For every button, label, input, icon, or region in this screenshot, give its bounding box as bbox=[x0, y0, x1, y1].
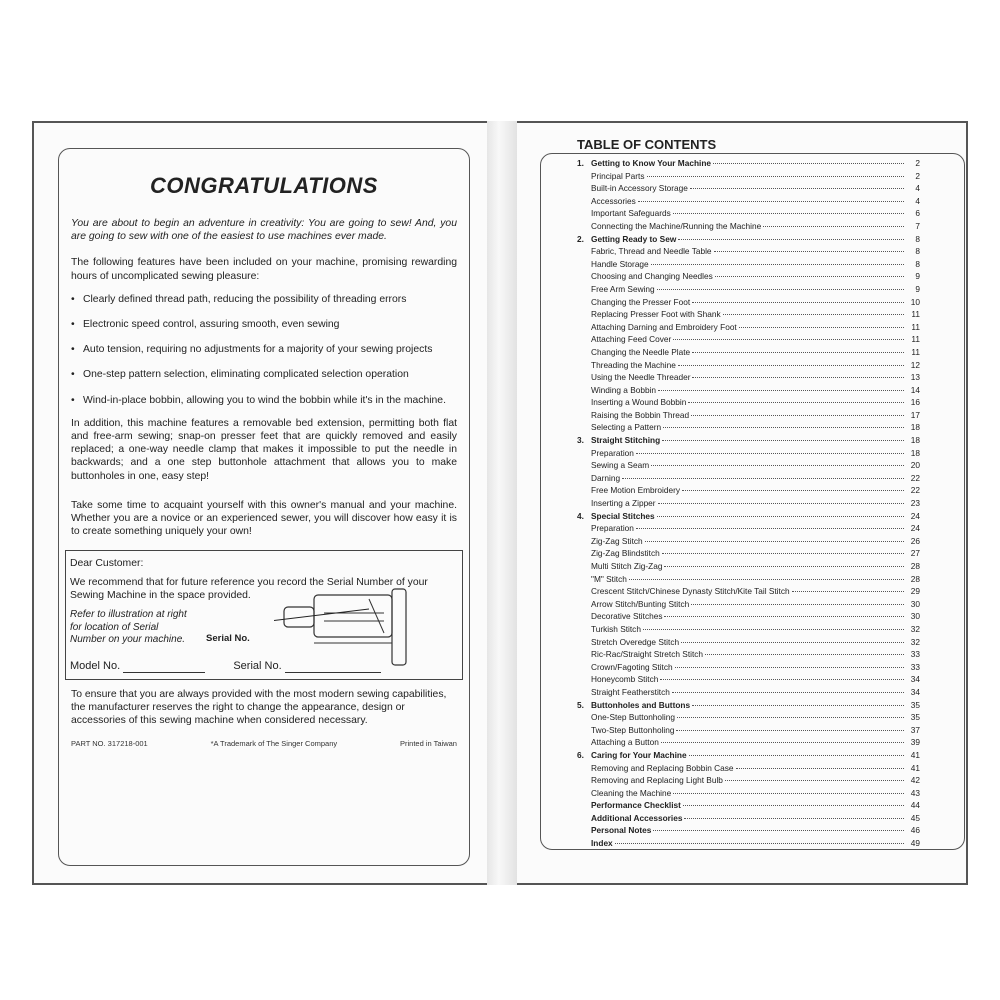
toc-leader-dots bbox=[660, 679, 904, 680]
toc-entry bbox=[577, 485, 920, 498]
toc-leader-dots bbox=[713, 163, 904, 164]
toc-entry bbox=[577, 586, 920, 599]
toc-label: Getting Ready to Sew bbox=[591, 233, 677, 244]
refer-text: Refer to illustration at right for location of Serial Number on your machine. bbox=[70, 609, 187, 646]
serial-field-label: Serial No. bbox=[233, 660, 282, 673]
take-time-text: Take some time to acquaint yourself with this owner's manual and your machine. Whether you are a novice or an experienced sewer, you will discover how easy it is to create something uniquely your own! bbox=[71, 499, 457, 538]
toc-label: Personal Notes bbox=[591, 825, 652, 836]
toc-entry bbox=[577, 775, 920, 788]
toc-leader-dots bbox=[677, 717, 904, 718]
toc-page-number: 41 bbox=[910, 749, 920, 760]
toc-label: Caring for Your Machine bbox=[591, 749, 687, 760]
toc-leader-dots bbox=[682, 490, 904, 491]
feature-item: • Auto tension, requiring no adjustments for a majority of your sewing projects bbox=[71, 343, 457, 356]
toc-entry bbox=[577, 297, 920, 310]
toc-entry bbox=[577, 196, 920, 209]
toc-leader-dots bbox=[657, 289, 904, 290]
toc-page-number: 37 bbox=[910, 724, 920, 735]
dear-customer: Dear Customer: bbox=[70, 558, 144, 570]
toc-entry bbox=[577, 712, 920, 725]
toc-entry bbox=[577, 360, 920, 373]
toc-label: Winding a Bobbin bbox=[591, 384, 657, 395]
toc-page-number: 13 bbox=[910, 372, 920, 383]
toc-entry bbox=[577, 649, 920, 662]
toc-entry bbox=[577, 284, 920, 297]
toc-page-number: 11 bbox=[911, 346, 920, 357]
toc-leader-dots bbox=[658, 390, 904, 391]
toc-leader-dots bbox=[678, 239, 904, 240]
printed-in: Printed in Taiwan bbox=[400, 739, 457, 749]
toc-page-number: 33 bbox=[910, 661, 920, 672]
toc-label: Inserting a Zipper bbox=[591, 498, 656, 509]
toc-label: Removing and Replacing Bobbin Case bbox=[591, 762, 734, 773]
toc-entry bbox=[577, 448, 920, 461]
toc-page-number: 8 bbox=[915, 233, 920, 244]
toc-page-number: 12 bbox=[910, 359, 920, 370]
toc-leader-dots bbox=[725, 780, 904, 781]
toc-page-number: 2 bbox=[915, 170, 920, 181]
toc-label: Attaching a Button bbox=[591, 737, 659, 748]
toc-leader-dots bbox=[643, 629, 904, 630]
toc-leader-dots bbox=[662, 440, 904, 441]
toc-label: Choosing and Changing Needles bbox=[591, 271, 713, 282]
toc-leader-dots bbox=[636, 453, 904, 454]
toc-leader-dots bbox=[662, 553, 904, 554]
toc-entry bbox=[577, 183, 920, 196]
toc-leader-dots bbox=[692, 377, 904, 378]
toc-entry bbox=[577, 259, 920, 272]
toc-leader-dots bbox=[638, 201, 904, 202]
toc-leader-dots bbox=[691, 604, 904, 605]
sewing-machine-illustration bbox=[274, 585, 424, 669]
toc-label: Principal Parts bbox=[591, 170, 645, 181]
toc-entry bbox=[577, 385, 920, 398]
trademark-note: *A Trademark of The Singer Company bbox=[210, 739, 338, 749]
toc-page-number: 23 bbox=[910, 498, 920, 509]
toc-leader-dots bbox=[705, 654, 904, 655]
toc-leader-dots bbox=[653, 830, 904, 831]
toc-label: Free Arm Sewing bbox=[591, 283, 655, 294]
toc-section bbox=[577, 234, 920, 247]
toc-page-number: 18 bbox=[910, 435, 920, 446]
toc-entry bbox=[577, 498, 920, 511]
toc-leader-dots bbox=[678, 365, 904, 366]
toc-label: Sewing a Seam bbox=[591, 460, 650, 471]
serial-label: Serial No. bbox=[206, 633, 250, 645]
part-number: PART NO. 317218-001 bbox=[71, 739, 148, 749]
toc-entry bbox=[577, 208, 920, 221]
toc-page-number: 45 bbox=[910, 812, 920, 823]
toc-page-number: 29 bbox=[910, 586, 920, 597]
toc-entry bbox=[577, 397, 920, 410]
toc-page-number: 34 bbox=[910, 674, 920, 685]
toc-leader-dots bbox=[673, 793, 904, 794]
serial-record-box bbox=[65, 550, 463, 680]
toc-leader-dots bbox=[739, 327, 904, 328]
toc-label: Performance Checklist bbox=[591, 800, 681, 811]
toc-label: Connecting the Machine/Running the Machine bbox=[591, 220, 762, 231]
toc-leader-dots bbox=[675, 667, 904, 668]
toc-page-number: 4 bbox=[915, 195, 920, 206]
toc-label: Index bbox=[591, 838, 613, 849]
toc-leader-dots bbox=[629, 579, 904, 580]
toc-page-number: 35 bbox=[910, 699, 920, 710]
toc-page-number: 26 bbox=[910, 535, 920, 546]
model-number-field[interactable] bbox=[123, 662, 205, 673]
recommend-text: We recommend that for future reference you record the Serial Number of your Sewing Machine in the space provided. bbox=[70, 577, 428, 602]
toc-label: One-Step Buttonholing bbox=[591, 712, 675, 723]
toc-entry bbox=[577, 674, 920, 687]
toc-leader-dots bbox=[664, 616, 904, 617]
toc-entry bbox=[577, 813, 920, 826]
toc-label: Stretch Overedge Stitch bbox=[591, 636, 680, 647]
toc-page-number: 11 bbox=[911, 309, 920, 320]
record-fields bbox=[70, 660, 381, 673]
toc-leader-dots bbox=[692, 705, 904, 706]
toc-entry bbox=[577, 523, 920, 536]
toc-label: Changing the Needle Plate bbox=[591, 346, 691, 357]
toc-label: Straight Featherstitch bbox=[591, 686, 670, 697]
toc-label: Additional Accessories bbox=[591, 812, 683, 823]
feature-item: • Wind-in-place bobbin, allowing you to wind the bobbin while it's in the machine. bbox=[71, 394, 457, 407]
toc-leader-dots bbox=[692, 352, 904, 353]
toc-page-number: 28 bbox=[910, 561, 920, 571]
toc-page-number: 18 bbox=[910, 422, 920, 433]
toc-leader-dots bbox=[681, 642, 904, 643]
toc-leader-dots bbox=[736, 768, 904, 769]
toc-label: Turkish Stitch bbox=[591, 623, 641, 634]
toc-label: Raising the Bobbin Thread bbox=[591, 409, 690, 420]
toc-page-number: 11 bbox=[911, 334, 920, 345]
congratulations-page bbox=[58, 148, 470, 866]
toc-entry bbox=[577, 599, 920, 612]
toc-leader-dots bbox=[714, 251, 904, 252]
toc-entry bbox=[577, 322, 920, 335]
toc-leader-dots bbox=[645, 541, 904, 542]
toc-page-number: 18 bbox=[910, 447, 920, 458]
toc-page-number: 24 bbox=[910, 523, 920, 534]
toc-leader-dots bbox=[690, 188, 904, 189]
feature-item: • One-step pattern selection, eliminating complicated selection operation bbox=[71, 368, 457, 381]
toc-leader-dots bbox=[673, 213, 904, 214]
toc-label: Preparation bbox=[591, 523, 634, 534]
model-label: Model No. bbox=[70, 660, 121, 673]
page-fold bbox=[487, 121, 517, 885]
toc-leader-dots bbox=[723, 314, 904, 315]
ensure-text: To ensure that you are always provided with the most modern sewing capabilities, the manufacturer reserves the right to change the appearance, design or accessories of this sewing machine when considered necessary. bbox=[71, 689, 447, 727]
toc-label: Fabric, Thread and Needle Table bbox=[591, 246, 712, 257]
toc-entry bbox=[577, 422, 920, 435]
toc-page-number: 22 bbox=[910, 472, 920, 483]
toc-label: Two-Step Buttonholing bbox=[591, 724, 675, 735]
toc-label: Darning bbox=[591, 472, 621, 483]
toc-page-number: 28 bbox=[910, 573, 920, 584]
toc-page-number: 6 bbox=[915, 208, 920, 219]
toc-entry bbox=[577, 737, 920, 750]
toc-entry bbox=[577, 763, 920, 776]
toc-label: Ric-Rac/Straight Stretch Stitch bbox=[591, 649, 704, 660]
toc-section-number: 1. bbox=[577, 158, 584, 168]
toc-label: Special Stitches bbox=[591, 510, 655, 521]
intro-text: You are about to begin an adventure in creativity: You are going to sew! And, you are going to sew with one of the easiest to use machines ever made. bbox=[71, 218, 457, 243]
toc-page-number: 27 bbox=[910, 548, 920, 559]
toc-label: Changing the Presser Foot bbox=[591, 296, 691, 307]
toc-page-number: 41 bbox=[910, 762, 920, 773]
toc-label: Zig-Zag Blindstitch bbox=[591, 548, 660, 559]
toc-leader-dots bbox=[647, 176, 905, 177]
toc-leader-dots bbox=[715, 276, 904, 277]
toc-entry bbox=[577, 687, 920, 700]
toc-label: Free Motion Embroidery bbox=[591, 485, 680, 496]
toc-leader-dots bbox=[661, 742, 904, 743]
toc-entry bbox=[577, 561, 920, 574]
toc-page-number: 49 bbox=[910, 838, 920, 849]
toc-entry bbox=[577, 788, 920, 801]
toc-page-number: 34 bbox=[910, 686, 920, 697]
toc-page-number: 42 bbox=[910, 775, 920, 786]
left-footer bbox=[71, 739, 457, 748]
toc-label: Selecting a Pattern bbox=[591, 422, 662, 433]
toc-page-number: 4 bbox=[915, 183, 920, 194]
toc-entry bbox=[577, 624, 920, 637]
features-intro: The following features have been included on your machine, promising rewarding hours of uncomplicated sewing pleasure: bbox=[71, 257, 457, 282]
toc-label: Crown/Fagoting Stitch bbox=[591, 661, 673, 672]
toc-leader-dots bbox=[615, 843, 904, 844]
toc-leader-dots bbox=[658, 503, 904, 504]
toc-label: Threading the Machine bbox=[591, 359, 676, 370]
toc-entry bbox=[577, 309, 920, 322]
toc-label: Straight Stitching bbox=[591, 435, 661, 446]
toc-section-number: 2. bbox=[577, 233, 584, 244]
toc-leader-dots bbox=[636, 528, 904, 529]
toc-entry bbox=[577, 838, 920, 851]
toc-label: Preparation bbox=[591, 447, 634, 458]
toc-entry bbox=[577, 372, 920, 385]
toc-entry bbox=[577, 725, 920, 738]
toc-section bbox=[577, 158, 920, 171]
toc-entry bbox=[577, 171, 920, 184]
toc-label: Inserting a Wound Bobbin bbox=[591, 397, 687, 408]
toc-label: "M" Stitch bbox=[591, 573, 627, 584]
toc-label: Important Safeguards bbox=[591, 208, 671, 219]
toc-page-number: 7 bbox=[915, 220, 920, 231]
toc-leader-dots bbox=[676, 730, 904, 731]
toc-heading: TABLE OF CONTENTS bbox=[577, 137, 717, 152]
toc-page-number: 11 bbox=[911, 321, 920, 332]
toc-entry bbox=[577, 334, 920, 347]
toc-leader-dots bbox=[651, 264, 904, 265]
toc-entry bbox=[577, 347, 920, 360]
toc-entry bbox=[577, 410, 920, 423]
toc-page-number: 43 bbox=[910, 787, 920, 798]
toc-label: Attaching Darning and Embroidery Foot bbox=[591, 321, 737, 332]
toc-leader-dots bbox=[651, 465, 904, 466]
toc-section-number: 5. bbox=[577, 699, 584, 710]
toc-page-number: 16 bbox=[910, 397, 920, 408]
toc-label: Replacing Presser Foot with Shank bbox=[591, 309, 721, 320]
toc-leader-dots bbox=[657, 516, 904, 517]
page-title: CONGRATULATIONS bbox=[150, 173, 378, 198]
toc-entry bbox=[577, 460, 920, 473]
toc-page-number: 46 bbox=[910, 825, 920, 836]
toc-entry bbox=[577, 246, 920, 259]
toc-entry bbox=[577, 536, 920, 549]
toc-section bbox=[577, 511, 920, 524]
toc-leader-dots bbox=[792, 591, 904, 592]
toc-entry bbox=[577, 637, 920, 650]
toc-label: Accessories bbox=[591, 195, 636, 206]
toc-leader-dots bbox=[763, 226, 904, 227]
toc-leader-dots bbox=[692, 302, 904, 303]
toc-entry bbox=[577, 574, 920, 587]
toc-page-number: 44 bbox=[910, 800, 920, 811]
toc-entry bbox=[577, 221, 920, 234]
toc-page-number: 9 bbox=[915, 271, 920, 282]
toc-page-number: 24 bbox=[910, 510, 920, 521]
toc-section-number: 4. bbox=[577, 510, 584, 521]
toc-page-number: 20 bbox=[910, 460, 920, 471]
toc-label: Built-in Accessory Storage bbox=[591, 183, 688, 194]
feature-list bbox=[71, 293, 457, 407]
toc-label: Multi Stitch Zig-Zag bbox=[591, 561, 663, 571]
toc-entry bbox=[577, 271, 920, 284]
toc-leader-dots bbox=[683, 805, 904, 806]
toc-leader-dots bbox=[663, 427, 904, 428]
toc-page-number: 30 bbox=[910, 598, 920, 609]
toc-label: Decorative Stitches bbox=[591, 611, 663, 622]
toc-section-number: 3. bbox=[577, 435, 584, 446]
toc-page-number: 17 bbox=[910, 409, 920, 420]
serial-number-field[interactable] bbox=[285, 662, 381, 673]
toc-leader-dots bbox=[673, 339, 904, 340]
toc-leader-dots bbox=[684, 818, 904, 819]
toc-leader-dots bbox=[664, 566, 904, 567]
feature-item: • Clearly defined thread path, reducing the possibility of threading errors bbox=[71, 293, 457, 306]
toc-section-number: 6. bbox=[577, 749, 584, 760]
toc-label: Using the Needle Threader bbox=[591, 372, 691, 383]
toc-page-number: 14 bbox=[910, 384, 920, 395]
toc-page-number: 32 bbox=[910, 623, 920, 634]
toc-page-number: 8 bbox=[915, 258, 920, 269]
toc-page-number: 8 bbox=[915, 246, 920, 257]
toc-leader-dots bbox=[622, 478, 904, 479]
toc-label: Handle Storage bbox=[591, 258, 649, 269]
toc-page-number: 9 bbox=[915, 283, 920, 294]
toc-page-number: 33 bbox=[910, 649, 920, 660]
toc-label: Crescent Stitch/Chinese Dynasty Stitch/Kite Tail Stitch bbox=[591, 586, 790, 597]
toc-label: Attaching Feed Cover bbox=[591, 334, 672, 345]
toc-leader-dots bbox=[691, 415, 904, 416]
toc-page-number: 30 bbox=[910, 611, 920, 622]
toc-entry bbox=[577, 611, 920, 624]
table-of-contents bbox=[540, 153, 965, 850]
toc-page-number: 39 bbox=[910, 737, 920, 748]
toc-section bbox=[577, 700, 920, 713]
toc-entry bbox=[577, 473, 920, 486]
toc-label: Zig-Zag Stitch bbox=[591, 535, 643, 546]
toc-leader-dots bbox=[689, 755, 904, 756]
toc-section bbox=[577, 435, 920, 448]
feature-item: • Electronic speed control, assuring smooth, even sewing bbox=[71, 318, 457, 331]
toc-label: Buttonholes and Buttons bbox=[591, 699, 691, 710]
toc-entry bbox=[577, 800, 920, 813]
toc-label: Honeycomb Stitch bbox=[591, 674, 659, 685]
toc-page-number: 32 bbox=[910, 636, 920, 647]
toc-page-number: 10 bbox=[910, 296, 920, 307]
toc-label: Removing and Replacing Light Bulb bbox=[591, 775, 723, 786]
toc-label: Getting to Know Your Machine bbox=[591, 158, 711, 168]
toc-section bbox=[577, 750, 920, 763]
toc-label: Cleaning the Machine bbox=[591, 787, 672, 798]
toc-page-number: 2 bbox=[915, 158, 920, 168]
toc-page-number: 35 bbox=[910, 712, 920, 723]
toc-entry bbox=[577, 548, 920, 561]
toc-entry bbox=[577, 825, 920, 838]
addition-text: In addition, this machine features a removable bed extension, permitting both flat and free-arm sewing; snap-on presser feet that are quickly removed and easily replaced; a one-way needle clamp that makes it impossible to put the needle in backwards; and a one step buttonhole attachment that allows you to make buttonholes in one, easy step! bbox=[71, 417, 457, 482]
toc-leader-dots bbox=[672, 692, 904, 693]
toc-page-number: 22 bbox=[910, 485, 920, 496]
toc-label: Arrow Stitch/Bunting Stitch bbox=[591, 598, 690, 609]
toc-leader-dots bbox=[688, 402, 904, 403]
toc-entry bbox=[577, 662, 920, 675]
